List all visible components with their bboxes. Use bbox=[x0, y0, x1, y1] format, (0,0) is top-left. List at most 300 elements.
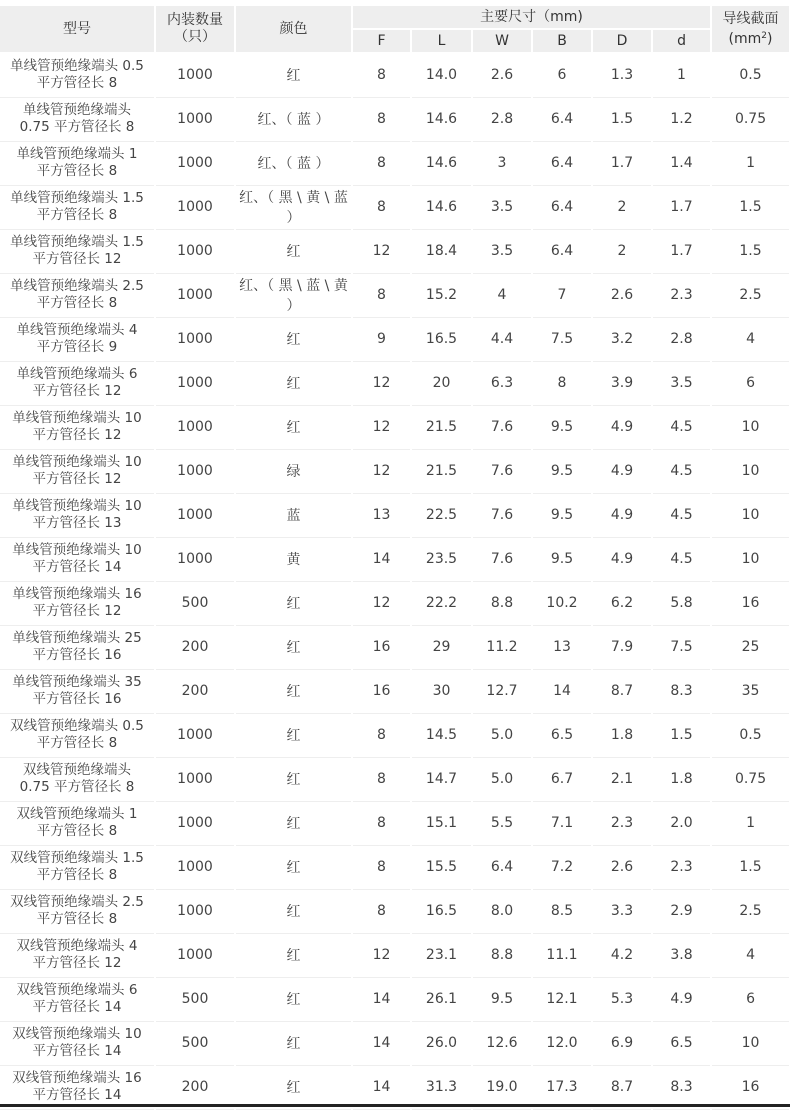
cell-F: 8 bbox=[352, 273, 411, 317]
header-quantity-line2: （只） bbox=[174, 29, 216, 45]
cell-W: 12.7 bbox=[472, 669, 532, 713]
table-row bbox=[0, 53, 790, 97]
cell-color: 红 bbox=[235, 53, 352, 97]
cell-W: 5.0 bbox=[472, 713, 532, 757]
cell-qty: 1000 bbox=[155, 537, 235, 581]
cell-d: 1.5 bbox=[652, 713, 711, 757]
cell-L: 31.3 bbox=[411, 1065, 472, 1109]
cell-W: 19.0 bbox=[472, 1065, 532, 1109]
cell-d: 7.5 bbox=[652, 625, 711, 669]
cell-color: 红 bbox=[235, 1065, 352, 1109]
table-body bbox=[0, 53, 790, 1109]
cell-color: 红 bbox=[235, 361, 352, 405]
cell-model-line1: 单线管预绝缘端头 10 bbox=[12, 410, 142, 426]
cell-color: 红 bbox=[235, 757, 352, 801]
cell-qty: 1000 bbox=[155, 933, 235, 977]
cell-model-line2: 平方管径长 12 bbox=[32, 955, 122, 971]
cell-L: 15.2 bbox=[411, 273, 472, 317]
cell-color: 红 bbox=[235, 801, 352, 845]
cell-D: 3.9 bbox=[592, 361, 652, 405]
cell-wire: 1.5 bbox=[711, 845, 790, 889]
cell-F: 12 bbox=[352, 229, 411, 273]
cell-B: 6.4 bbox=[532, 185, 592, 229]
cell-qty: 200 bbox=[155, 625, 235, 669]
cell-d: 1 bbox=[652, 53, 711, 97]
cell-W: 2.6 bbox=[472, 53, 532, 97]
cell-model-line1: 双线管预绝缘端头 1.5 bbox=[10, 850, 144, 866]
cell-L: 26.0 bbox=[411, 1021, 472, 1065]
cell-qty: 1000 bbox=[155, 449, 235, 493]
cell-D: 5.3 bbox=[592, 977, 652, 1021]
cell-W: 7.6 bbox=[472, 493, 532, 537]
cell-d: 2.0 bbox=[652, 801, 711, 845]
cell-qty: 1000 bbox=[155, 141, 235, 185]
cell-color: 红 bbox=[235, 229, 352, 273]
cell-L: 14.6 bbox=[411, 185, 472, 229]
cell-model-line1: 单线管预绝缘端头 35 bbox=[12, 674, 142, 690]
cell-W: 3.5 bbox=[472, 185, 532, 229]
cell-color: 红 bbox=[235, 405, 352, 449]
table-row bbox=[0, 1065, 790, 1109]
cell-model bbox=[0, 669, 155, 713]
cell-wire: 10 bbox=[711, 537, 790, 581]
cell-d: 2.3 bbox=[652, 273, 711, 317]
cell-model bbox=[0, 185, 155, 229]
table-row bbox=[0, 977, 790, 1021]
cell-B: 7 bbox=[532, 273, 592, 317]
cell-D: 3.3 bbox=[592, 889, 652, 933]
cell-F: 14 bbox=[352, 537, 411, 581]
cell-color: 红 bbox=[235, 625, 352, 669]
cell-W: 4.4 bbox=[472, 317, 532, 361]
cell-model-line2: 平方管径长 8 bbox=[36, 735, 118, 751]
cell-B: 8 bbox=[532, 361, 592, 405]
cell-model-line1: 单线管预绝缘端头 2.5 bbox=[10, 278, 144, 294]
cell-qty: 200 bbox=[155, 669, 235, 713]
header-wire-section bbox=[711, 6, 790, 53]
cell-B: 9.5 bbox=[532, 493, 592, 537]
cell-B: 11.1 bbox=[532, 933, 592, 977]
cell-F: 8 bbox=[352, 185, 411, 229]
cell-color: 红 bbox=[235, 581, 352, 625]
cell-B: 7.1 bbox=[532, 801, 592, 845]
cell-F: 13 bbox=[352, 493, 411, 537]
cell-L: 15.5 bbox=[411, 845, 472, 889]
header-quantity-line1: 内装数量 bbox=[167, 12, 223, 28]
cell-model-line2: 平方管径长 12 bbox=[32, 427, 122, 443]
cell-wire: 10 bbox=[711, 493, 790, 537]
cell-W: 8.0 bbox=[472, 889, 532, 933]
cell-B: 12.1 bbox=[532, 977, 592, 1021]
cell-F: 12 bbox=[352, 933, 411, 977]
cell-W: 5.0 bbox=[472, 757, 532, 801]
cell-qty: 1000 bbox=[155, 317, 235, 361]
cell-D: 8.7 bbox=[592, 1065, 652, 1109]
cell-d: 4.5 bbox=[652, 493, 711, 537]
cell-d: 1.7 bbox=[652, 229, 711, 273]
cell-model bbox=[0, 933, 155, 977]
cell-F: 14 bbox=[352, 1021, 411, 1065]
header-dim-W: W bbox=[472, 29, 532, 53]
cell-model-line1: 双线管预绝缘端头 bbox=[23, 762, 131, 778]
cell-model-line1: 双线管预绝缘端头 2.5 bbox=[10, 894, 144, 910]
cell-L: 22.2 bbox=[411, 581, 472, 625]
header-dimensions-group: 主要尺寸（mm) bbox=[352, 6, 711, 29]
cell-d: 1.2 bbox=[652, 97, 711, 141]
cell-model-line1: 单线管预绝缘端头 0.5 bbox=[10, 58, 144, 75]
cell-model bbox=[0, 317, 155, 361]
cell-F: 16 bbox=[352, 625, 411, 669]
table-row bbox=[0, 1021, 790, 1065]
cell-model bbox=[0, 977, 155, 1021]
cell-qty: 1000 bbox=[155, 845, 235, 889]
cell-color: 红、（ 蓝 ） bbox=[235, 97, 352, 141]
cell-qty: 1000 bbox=[155, 889, 235, 933]
cell-qty: 1000 bbox=[155, 229, 235, 273]
cell-D: 2.3 bbox=[592, 801, 652, 845]
cell-color: 红 bbox=[235, 845, 352, 889]
cell-F: 16 bbox=[352, 669, 411, 713]
header-wire-line1: 导线截面 bbox=[722, 10, 779, 27]
cell-L: 16.5 bbox=[411, 889, 472, 933]
cell-wire: 10 bbox=[711, 449, 790, 493]
cell-B: 6.4 bbox=[532, 229, 592, 273]
cell-qty: 1000 bbox=[155, 97, 235, 141]
cell-model-line2: 平方管径长 13 bbox=[32, 515, 122, 531]
cell-model-line1: 单线管预绝缘端头 1 bbox=[16, 146, 138, 162]
cell-model-line2: 0.75 平方管径长 8 bbox=[19, 119, 135, 135]
cell-d: 1.4 bbox=[652, 141, 711, 185]
cell-F: 8 bbox=[352, 97, 411, 141]
cell-wire: 4 bbox=[711, 933, 790, 977]
header-wire-line2 bbox=[712, 28, 789, 48]
cell-F: 12 bbox=[352, 581, 411, 625]
table-row bbox=[0, 273, 790, 317]
cell-W: 11.2 bbox=[472, 625, 532, 669]
cell-model bbox=[0, 625, 155, 669]
cell-model-line2: 平方管径长 12 bbox=[32, 603, 122, 619]
cell-L: 14.5 bbox=[411, 713, 472, 757]
cell-d: 5.8 bbox=[652, 581, 711, 625]
cell-B: 6 bbox=[532, 53, 592, 97]
cell-D: 1.3 bbox=[592, 53, 652, 97]
cell-wire: 0.5 bbox=[711, 713, 790, 757]
cell-model-line2: 0.75 平方管径长 8 bbox=[19, 779, 135, 795]
cell-B: 6.4 bbox=[532, 141, 592, 185]
header-color: 颜色 bbox=[235, 6, 352, 53]
cell-color: 红 bbox=[235, 977, 352, 1021]
cell-D: 4.9 bbox=[592, 405, 652, 449]
cell-model-line1: 双线管预绝缘端头 0.5 bbox=[10, 718, 144, 734]
bottom-rule bbox=[0, 1104, 790, 1107]
cell-model bbox=[0, 801, 155, 845]
cell-wire: 10 bbox=[711, 1021, 790, 1065]
cell-model-line2: 平方管径长 16 bbox=[32, 647, 122, 663]
cell-model bbox=[0, 493, 155, 537]
cell-model bbox=[0, 141, 155, 185]
table-row bbox=[0, 713, 790, 757]
cell-wire: 1 bbox=[711, 141, 790, 185]
cell-color: 红 bbox=[235, 1021, 352, 1065]
cell-B: 9.5 bbox=[532, 405, 592, 449]
cell-model-line1: 双线管预绝缘端头 10 bbox=[12, 1026, 142, 1042]
cell-B: 12.0 bbox=[532, 1021, 592, 1065]
cell-wire: 0.75 bbox=[711, 757, 790, 801]
cell-D: 4.9 bbox=[592, 537, 652, 581]
cell-model-line2: 平方管径长 8 bbox=[36, 867, 118, 883]
cell-d: 4.5 bbox=[652, 449, 711, 493]
cell-model-line2: 平方管径长 14 bbox=[32, 559, 122, 575]
header-dim-d: d bbox=[652, 29, 711, 53]
cell-D: 4.9 bbox=[592, 449, 652, 493]
cell-L: 21.5 bbox=[411, 449, 472, 493]
table-row bbox=[0, 361, 790, 405]
cell-F: 8 bbox=[352, 801, 411, 845]
cell-wire: 0.5 bbox=[711, 53, 790, 97]
cell-F: 8 bbox=[352, 757, 411, 801]
cell-D: 1.7 bbox=[592, 141, 652, 185]
header-row-top bbox=[0, 6, 790, 29]
cell-W: 8.8 bbox=[472, 581, 532, 625]
cell-wire: 16 bbox=[711, 581, 790, 625]
cell-F: 9 bbox=[352, 317, 411, 361]
cell-color: 红 bbox=[235, 933, 352, 977]
cell-L: 18.4 bbox=[411, 229, 472, 273]
cell-B: 10.2 bbox=[532, 581, 592, 625]
cell-B: 13 bbox=[532, 625, 592, 669]
cell-wire: 4 bbox=[711, 317, 790, 361]
cell-D: 6.9 bbox=[592, 1021, 652, 1065]
cell-D: 2.6 bbox=[592, 845, 652, 889]
cell-wire: 2.5 bbox=[711, 889, 790, 933]
table-row bbox=[0, 801, 790, 845]
cell-model-line2: 平方管径长 12 bbox=[32, 251, 122, 267]
cell-wire: 0.75 bbox=[711, 97, 790, 141]
cell-W: 8.8 bbox=[472, 933, 532, 977]
cell-model-line1: 双线管预绝缘端头 1 bbox=[16, 806, 138, 822]
header-wire-unit-sup: 2 bbox=[761, 30, 768, 41]
table-row bbox=[0, 493, 790, 537]
cell-qty: 1000 bbox=[155, 361, 235, 405]
cell-L: 22.5 bbox=[411, 493, 472, 537]
table-row bbox=[0, 449, 790, 493]
cell-B: 6.5 bbox=[532, 713, 592, 757]
cell-F: 8 bbox=[352, 53, 411, 97]
table-row bbox=[0, 933, 790, 977]
cell-model bbox=[0, 1065, 155, 1109]
cell-F: 12 bbox=[352, 361, 411, 405]
cell-model-line2: 平方管径长 8 bbox=[36, 163, 118, 179]
cell-F: 14 bbox=[352, 1065, 411, 1109]
cell-model bbox=[0, 889, 155, 933]
cell-qty: 1000 bbox=[155, 493, 235, 537]
cell-qty: 1000 bbox=[155, 801, 235, 845]
header-model: 型号 bbox=[0, 6, 155, 53]
cell-model-line2: 平方管径长 14 bbox=[32, 999, 122, 1015]
cell-F: 8 bbox=[352, 713, 411, 757]
table-row bbox=[0, 229, 790, 273]
cell-model-line1: 单线管预绝缘端头 10 bbox=[12, 498, 142, 514]
spec-table bbox=[0, 6, 790, 1110]
cell-wire: 35 bbox=[711, 669, 790, 713]
cell-B: 9.5 bbox=[532, 537, 592, 581]
cell-d: 4.5 bbox=[652, 537, 711, 581]
cell-model bbox=[0, 581, 155, 625]
cell-model-line1: 单线管预绝缘端头 1.5 bbox=[10, 234, 144, 250]
cell-model bbox=[0, 405, 155, 449]
cell-B: 8.5 bbox=[532, 889, 592, 933]
cell-d: 4.5 bbox=[652, 405, 711, 449]
cell-model bbox=[0, 273, 155, 317]
cell-wire: 10 bbox=[711, 405, 790, 449]
cell-L: 26.1 bbox=[411, 977, 472, 1021]
cell-model bbox=[0, 361, 155, 405]
cell-D: 2.1 bbox=[592, 757, 652, 801]
cell-wire: 1.5 bbox=[711, 229, 790, 273]
cell-wire: 6 bbox=[711, 361, 790, 405]
table-row bbox=[0, 317, 790, 361]
cell-model-line2: 平方管径长 9 bbox=[36, 339, 118, 355]
cell-qty: 1000 bbox=[155, 405, 235, 449]
cell-wire: 1.5 bbox=[711, 185, 790, 229]
cell-W: 12.6 bbox=[472, 1021, 532, 1065]
cell-d: 4.9 bbox=[652, 977, 711, 1021]
cell-L: 14.0 bbox=[411, 53, 472, 97]
header-dim-F: F bbox=[352, 29, 411, 53]
header-wire-unit: (mm bbox=[728, 30, 762, 47]
cell-qty: 200 bbox=[155, 1065, 235, 1109]
cell-L: 14.7 bbox=[411, 757, 472, 801]
cell-D: 4.9 bbox=[592, 493, 652, 537]
cell-L: 23.5 bbox=[411, 537, 472, 581]
cell-model-line2: 平方管径长 16 bbox=[32, 691, 122, 707]
cell-F: 8 bbox=[352, 845, 411, 889]
cell-color: 红 bbox=[235, 713, 352, 757]
cell-model-line1: 单线管预绝缘端头 10 bbox=[12, 542, 142, 558]
cell-color: 红、（ 蓝 ） bbox=[235, 141, 352, 185]
cell-L: 29 bbox=[411, 625, 472, 669]
cell-D: 2 bbox=[592, 229, 652, 273]
cell-wire: 25 bbox=[711, 625, 790, 669]
cell-qty: 500 bbox=[155, 1021, 235, 1065]
cell-d: 3.5 bbox=[652, 361, 711, 405]
cell-model-line2: 平方管径长 12 bbox=[32, 471, 122, 487]
cell-W: 3.5 bbox=[472, 229, 532, 273]
cell-qty: 1000 bbox=[155, 757, 235, 801]
cell-L: 30 bbox=[411, 669, 472, 713]
cell-B: 7.2 bbox=[532, 845, 592, 889]
cell-model-line2: 平方管径长 8 bbox=[36, 823, 118, 839]
cell-model-line2: 平方管径长 12 bbox=[32, 383, 122, 399]
cell-color: 黄 bbox=[235, 537, 352, 581]
cell-qty: 500 bbox=[155, 581, 235, 625]
cell-model bbox=[0, 1021, 155, 1065]
cell-model-line1: 双线管预绝缘端头 16 bbox=[12, 1070, 142, 1086]
cell-B: 6.7 bbox=[532, 757, 592, 801]
cell-L: 14.6 bbox=[411, 97, 472, 141]
cell-model-line2: 平方管径长 8 bbox=[36, 295, 118, 311]
table-row bbox=[0, 405, 790, 449]
cell-d: 8.3 bbox=[652, 1065, 711, 1109]
cell-L: 15.1 bbox=[411, 801, 472, 845]
cell-model bbox=[0, 449, 155, 493]
cell-qty: 1000 bbox=[155, 273, 235, 317]
cell-qty: 1000 bbox=[155, 185, 235, 229]
cell-wire: 16 bbox=[711, 1065, 790, 1109]
cell-D: 2.6 bbox=[592, 273, 652, 317]
cell-B: 7.5 bbox=[532, 317, 592, 361]
cell-model-line1: 单线管预绝缘端头 4 bbox=[16, 322, 138, 338]
cell-model bbox=[0, 229, 155, 273]
cell-d: 6.5 bbox=[652, 1021, 711, 1065]
cell-D: 7.9 bbox=[592, 625, 652, 669]
header-quantity bbox=[155, 6, 235, 53]
cell-L: 23.1 bbox=[411, 933, 472, 977]
table-row bbox=[0, 185, 790, 229]
cell-W: 4 bbox=[472, 273, 532, 317]
cell-d: 1.7 bbox=[652, 185, 711, 229]
cell-B: 17.3 bbox=[532, 1065, 592, 1109]
cell-W: 5.5 bbox=[472, 801, 532, 845]
cell-wire: 6 bbox=[711, 977, 790, 1021]
table-row bbox=[0, 889, 790, 933]
cell-d: 2.9 bbox=[652, 889, 711, 933]
cell-W: 7.6 bbox=[472, 405, 532, 449]
cell-d: 3.8 bbox=[652, 933, 711, 977]
cell-model-line2: 平方管径长 8 bbox=[36, 75, 118, 92]
cell-W: 9.5 bbox=[472, 977, 532, 1021]
cell-L: 20 bbox=[411, 361, 472, 405]
cell-D: 6.2 bbox=[592, 581, 652, 625]
cell-model-line2: 平方管径长 8 bbox=[36, 911, 118, 927]
cell-model-line2: 平方管径长 14 bbox=[32, 1043, 122, 1059]
table-row bbox=[0, 669, 790, 713]
cell-qty: 1000 bbox=[155, 713, 235, 757]
table-row bbox=[0, 537, 790, 581]
cell-qty: 1000 bbox=[155, 53, 235, 97]
header-dim-L: L bbox=[411, 29, 472, 53]
cell-color: 绿 bbox=[235, 449, 352, 493]
table-row bbox=[0, 757, 790, 801]
cell-D: 2 bbox=[592, 185, 652, 229]
cell-F: 8 bbox=[352, 141, 411, 185]
cell-wire: 2.5 bbox=[711, 273, 790, 317]
cell-wire: 1 bbox=[711, 801, 790, 845]
cell-d: 1.8 bbox=[652, 757, 711, 801]
header-dim-B: B bbox=[532, 29, 592, 53]
cell-model bbox=[0, 537, 155, 581]
cell-W: 2.8 bbox=[472, 97, 532, 141]
cell-d: 2.8 bbox=[652, 317, 711, 361]
cell-model bbox=[0, 97, 155, 141]
cell-color: 红、（ 黑 \ 蓝 \ 黄 ） bbox=[235, 273, 352, 317]
cell-W: 6.4 bbox=[472, 845, 532, 889]
table-row bbox=[0, 97, 790, 141]
cell-color: 红 bbox=[235, 669, 352, 713]
cell-L: 21.5 bbox=[411, 405, 472, 449]
cell-d: 2.3 bbox=[652, 845, 711, 889]
cell-D: 4.2 bbox=[592, 933, 652, 977]
cell-color: 蓝 bbox=[235, 493, 352, 537]
cell-L: 16.5 bbox=[411, 317, 472, 361]
cell-model-line1: 单线管预绝缘端头 6 bbox=[16, 366, 138, 382]
header-wire-unit-close: ) bbox=[767, 30, 773, 47]
cell-B: 14 bbox=[532, 669, 592, 713]
table-row bbox=[0, 845, 790, 889]
cell-D: 3.2 bbox=[592, 317, 652, 361]
cell-F: 8 bbox=[352, 889, 411, 933]
cell-color: 红、（ 黑 \ 黄 \ 蓝 ） bbox=[235, 185, 352, 229]
